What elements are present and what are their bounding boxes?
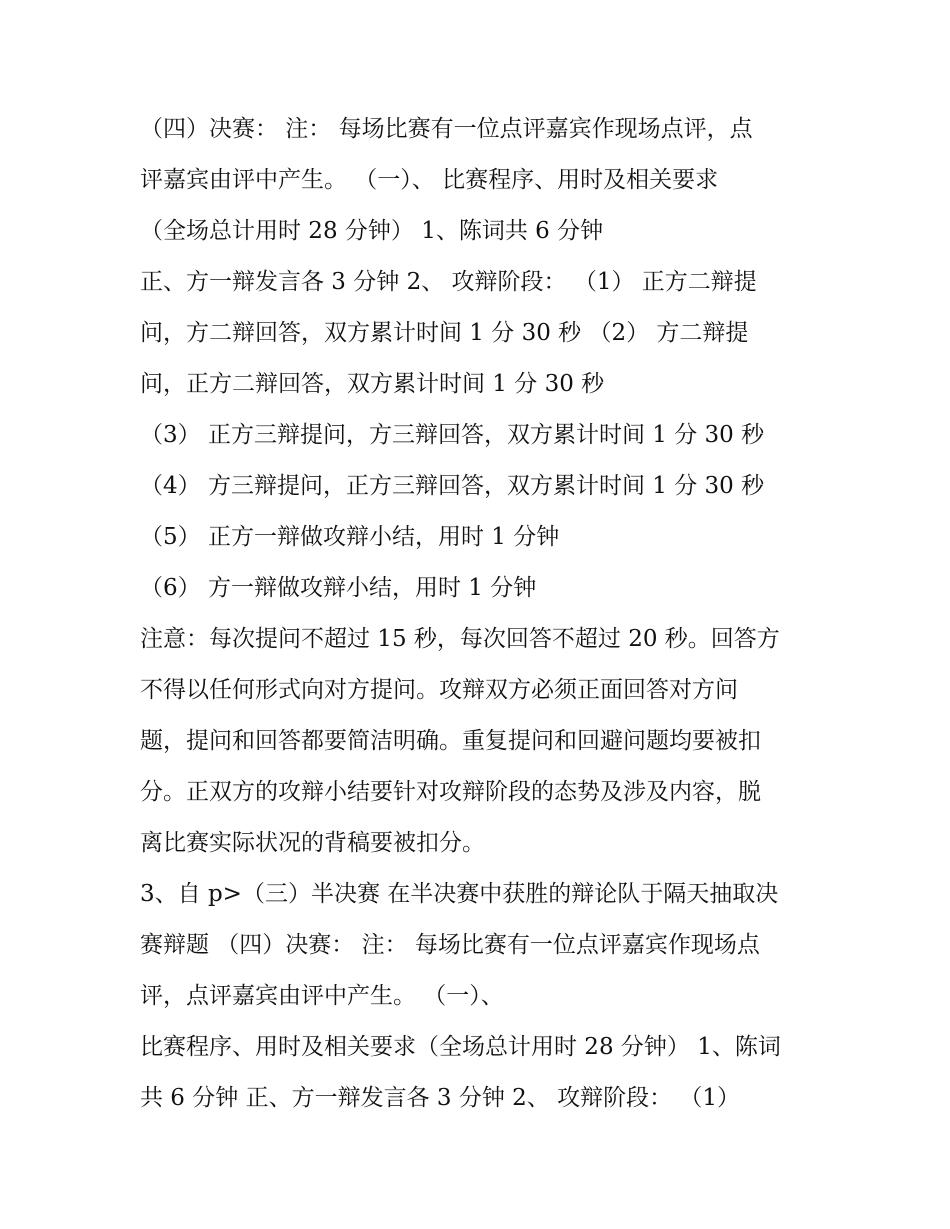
text-line: 注意：每次提问不超过 15 秒，每次回答不超过 20 秒。回答方 bbox=[140, 626, 780, 652]
text-line: 不得以任何形式向对方提问。攻辩双方必须正面回答对方问 bbox=[140, 677, 738, 703]
text-line: 共 6 分钟 正、方一辩发言各 3 分钟 2、 攻辩阶段： （1） bbox=[140, 1085, 741, 1111]
text-line: （6） 方一辩做攻辩小结，用时 1 分钟 bbox=[140, 575, 537, 601]
text-line: 题，提问和回答都要简洁明确。重复提问和回避问题均要被扣 bbox=[140, 728, 761, 754]
text-line: （四）决赛： 注： 每场比赛有一位点评嘉宾作现场点评，点 bbox=[140, 116, 753, 142]
text-line: 3、自 p>（三）半决赛 在半决赛中获胜的辩论队于隔天抽取决 bbox=[140, 881, 779, 907]
text-line: 赛辩题 （四）决赛： 注： 每场比赛有一位点评嘉宾作现场点 bbox=[140, 932, 760, 958]
text-line: （4） 方三辩提问，正方三辩回答，双方累计时间 1 分 30 秒 bbox=[140, 473, 765, 499]
text-line: 问，正方二辩回答，双方累计时间 1 分 30 秒 bbox=[140, 371, 605, 397]
text-line: 评，点评嘉宾由评中产生。 （一）、 bbox=[140, 983, 504, 1009]
text-line: 评嘉宾由评中产生。 （一）、 比赛程序、用时及相关要求 bbox=[140, 167, 719, 193]
text-line: （3） 正方三辩提问，方三辩回答，双方累计时间 1 分 30 秒 bbox=[140, 422, 765, 448]
text-line: 离比赛实际状况的背稿要被扣分。 bbox=[140, 830, 485, 856]
text-line: 问，方二辩回答，双方累计时间 1 分 30 秒 （2） 方二辩提 bbox=[140, 320, 749, 346]
text-line: 正、方一辩发言各 3 分钟 2、 攻辩阶段： （1） 正方二辩提 bbox=[140, 269, 757, 295]
text-line: （全场总计用时 28 分钟） 1、陈词共 6 分钟 bbox=[140, 218, 604, 244]
text-line: （5） 正方一辩做攻辩小结，用时 1 分钟 bbox=[140, 524, 560, 550]
document-body bbox=[140, 104, 830, 1124]
text-line: 比赛程序、用时及相关要求（全场总计用时 28 分钟） 1、陈词 bbox=[140, 1034, 781, 1060]
text-line: 分。正双方的攻辩小结要针对攻辩阶段的态势及涉及内容，脱 bbox=[140, 779, 761, 805]
